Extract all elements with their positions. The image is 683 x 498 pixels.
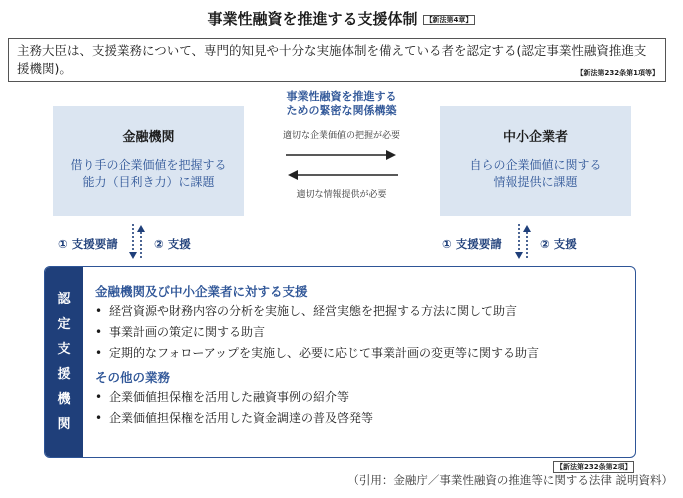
left-dotted-arrows <box>129 222 145 262</box>
section2-title: その他の業務 <box>95 370 171 385</box>
agency-side-char: 認 <box>57 292 71 307</box>
right-support-label: ② 支援 <box>540 237 577 251</box>
list-item: • 事業計画の策定に関する助言 <box>95 322 627 343</box>
left-support-label: ② 支援 <box>154 237 191 251</box>
left-up-arrow-icon <box>137 225 145 232</box>
right-up-arrow-icon <box>523 225 531 232</box>
relationship-upper-note: 適切な企業価値の把握が必要 <box>282 131 400 141</box>
financial-institution-desc-line1: 借り手の企業価値を把握する <box>70 158 227 172</box>
agency-side-char: 援 <box>57 367 71 382</box>
list-item: • 経営資源や財務内容の分析を実施し、経営実態を把握する方法に関して助言 <box>95 301 627 322</box>
left-support-request-label: ① 支援要請 <box>58 237 118 251</box>
page-title: 事業性融資を推進する支援体制 <box>207 10 418 28</box>
relationship-heading-line2: ための緊密な関係構築 <box>286 104 397 117</box>
financial-institution-desc <box>53 157 244 191</box>
section1-title: 金融機関及び中小企業者に対する支援 <box>95 284 308 299</box>
relationship-lower-note: 適切な情報提供が必要 <box>296 190 387 200</box>
agency-side-char: 定 <box>57 317 71 332</box>
list-item: • 企業価値担保権を活用した資金調達の普及啓発等 <box>95 408 627 429</box>
list-item: • 企業価値担保権を活用した融資事例の紹介等 <box>95 387 627 408</box>
agency-side-char: 関 <box>57 417 71 432</box>
citation: （引用：金融庁／事業性融資の推進等に関する法律 説明資料） <box>347 473 673 487</box>
agency-law-reference: 【新法第232条第2項】 <box>553 461 634 473</box>
list-item: • 定期的なフォローアップを実施し、必要に応じて事業計画の変更等に関する助言 <box>95 343 627 364</box>
sme-desc-line2: 情報提供に課題 <box>493 175 578 189</box>
bidirectional-arrows <box>284 145 400 185</box>
left-arrow-head-icon <box>288 170 298 180</box>
right-arrow-head-icon <box>386 150 396 160</box>
financial-institution-title: 金融機関 <box>122 130 175 145</box>
chapter-tag: 【新法第4章】 <box>423 15 476 25</box>
agency-side-char: 支 <box>57 342 71 357</box>
right-support-request-label: ① 支援要請 <box>442 237 502 251</box>
sme-box <box>440 106 631 216</box>
right-dotted-arrows <box>515 222 531 262</box>
agency-side-label <box>45 267 83 457</box>
relationship-heading <box>250 90 433 118</box>
agency-body <box>95 283 627 429</box>
page-header <box>0 8 683 29</box>
sme-desc <box>440 157 631 191</box>
relationship-heading-line1: 事業性融資を推進する <box>286 90 397 103</box>
left-down-arrow-icon <box>129 252 137 259</box>
financial-institution-box <box>53 106 244 216</box>
sme-title: 中小企業者 <box>502 130 568 145</box>
intro-box <box>8 38 666 82</box>
certified-support-agency-box <box>44 266 636 458</box>
financial-institution-desc-line2: 能力（目利き力）に課題 <box>82 175 215 189</box>
agency-side-char: 機 <box>57 392 71 407</box>
intro-law-reference: 【新法第232条第1項等】 <box>576 69 659 77</box>
right-down-arrow-icon <box>515 252 523 259</box>
sme-desc-line1: 自らの企業価値に関する <box>469 158 602 172</box>
intro-text: 主務大臣は、支援業務について、専門的知見や十分な実施体制を備えている者を認定する(認定事業性融資推進支援機関)。 <box>17 43 647 76</box>
